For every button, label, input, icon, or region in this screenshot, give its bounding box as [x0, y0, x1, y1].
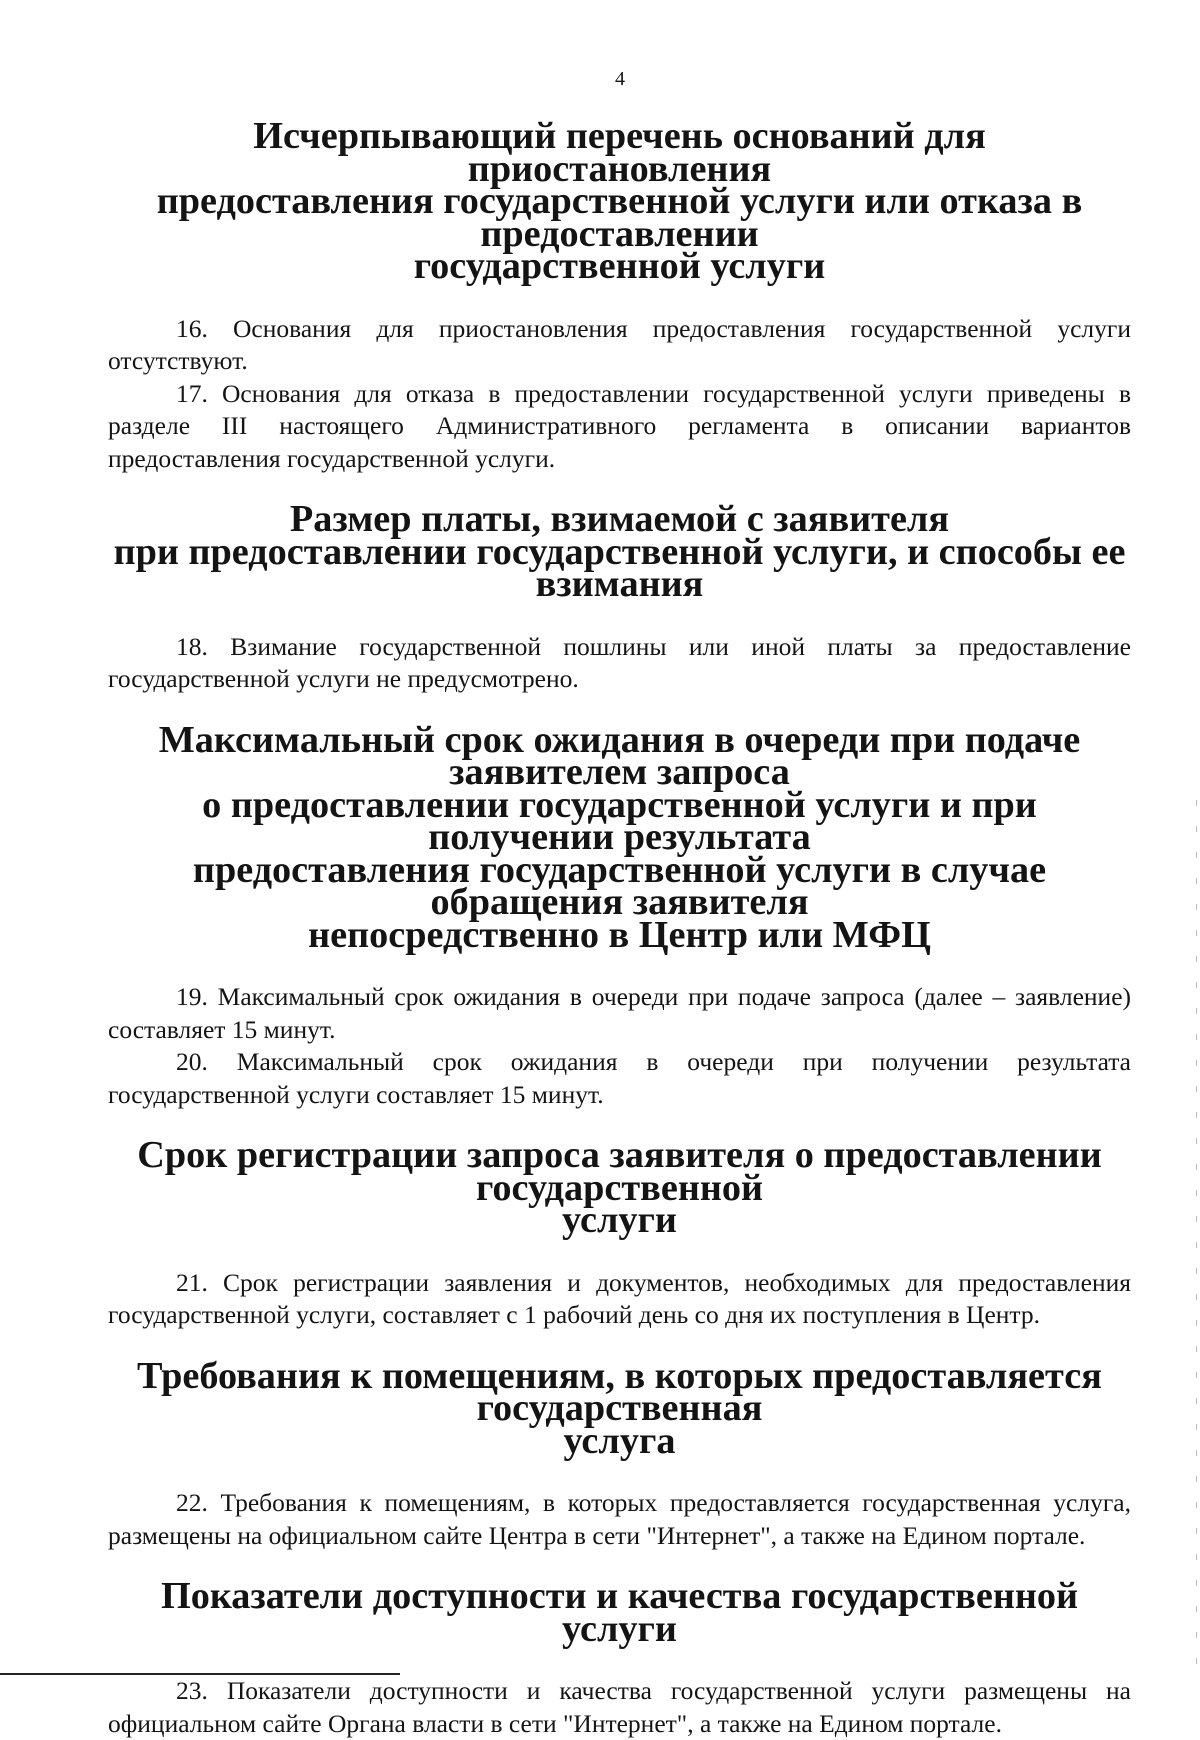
heading-line: Размер платы, взимаемой с заявителя — [289, 498, 950, 540]
page-number: 4 — [615, 68, 625, 90]
heading-line: Срок регистрации запроса заявителя о предоставлении государственной — [137, 1134, 1102, 1209]
section-heading — [108, 115, 1131, 287]
heading-line: при предоставлении государственной услуги, и способы ее взимания — [113, 530, 1126, 605]
section-queue-time — [108, 718, 1131, 1112]
paragraph-19: 19. Максимальный срок ожидания в очереди при подаче запроса (далее – заявление) составляет 15 минут. — [108, 982, 1131, 1044]
section-heading — [108, 1575, 1131, 1650]
section-fee — [108, 498, 1131, 696]
heading-line: непосредственно в Центр или МФЦ — [308, 913, 931, 956]
heading-line: услуги — [562, 1199, 677, 1241]
heading-line: о предоставлении государственной услуги и при получении результата — [202, 783, 1037, 858]
paragraph-17: 17. Основания для отказа в предоставлении государственной услуги приведены в разделе III настоящего Административного регламента в описании вариантов предоставления государственной услуги. — [108, 378, 1131, 473]
section-heading — [108, 1354, 1131, 1462]
section-premises — [108, 1354, 1131, 1553]
section-registration-time — [108, 1134, 1131, 1332]
heading-line: Максимальный срок ожидания в очереди при подаче заявителем запроса — [158, 718, 1081, 793]
section-heading — [108, 718, 1131, 956]
scan-edge-marks — [1196, 800, 1197, 1680]
scan-bottom-line — [0, 1673, 400, 1675]
paragraph-16: 16. Основания для приостановления предоставления государственной услуги отсутствуют. — [108, 313, 1131, 375]
section-heading — [108, 1134, 1131, 1241]
heading-line: Исчерпывающий перечень оснований для приостановления — [253, 115, 986, 190]
document-body — [108, 115, 1131, 1740]
section-quality-indicators — [108, 1575, 1131, 1740]
paragraph-21: 21. Срок регистрации заявления и документов, необходимых для предоставления государственной услуги, составляет с 1 рабочий день со дня их поступления в Центр. — [108, 1267, 1131, 1329]
paragraph-20: 20. Максимальный срок ожидания в очереди при получении результата государственной услуги составляет 15 минут. — [108, 1047, 1131, 1109]
heading-line: Показатели доступности и качества государственной услуги — [160, 1575, 1079, 1650]
paragraph-22: 22. Требования к помещениям, в которых предоставляется государственная услуга, размещены на официальном сайте Центра в сети "Интернет", а также на Едином портале. — [108, 1488, 1131, 1550]
paragraph-18: 18. Взимание государственной пошлины или иной платы за предоставление государственной услуги не предусмотрено. — [108, 631, 1131, 693]
section-heading — [108, 498, 1131, 605]
section-suspension-grounds — [108, 115, 1131, 475]
heading-line: предоставления государственной услуги в случае обращения заявителя — [192, 848, 1047, 923]
paragraph-23: 23. Показатели доступности и качества государственной услуги размещены на официальном сайте Органа власти в сети "Интернет", а также на Едином портале. — [108, 1676, 1131, 1738]
heading-line: Требования к помещениям, в которых предоставляется государственная — [137, 1354, 1102, 1429]
heading-line: услуга — [563, 1419, 676, 1462]
heading-line: предоставления государственной услуги или отказа в предоставлении — [156, 180, 1083, 255]
heading-line: государственной услуги — [413, 245, 826, 287]
